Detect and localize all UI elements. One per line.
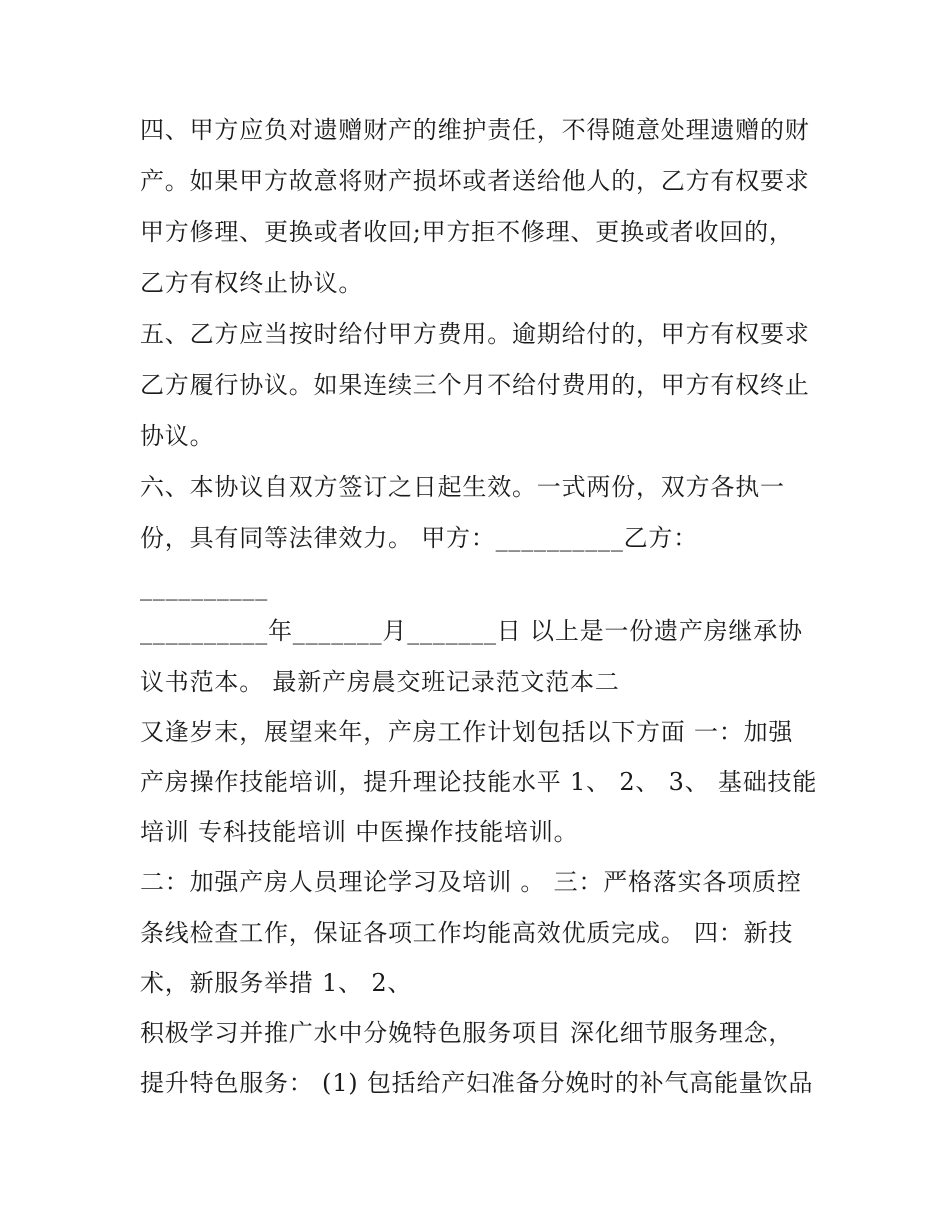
text-line: 议书范本。 最新产房晨交班记录范文范本二: [140, 668, 620, 696]
text-line: 产房操作技能培训，提升理论技能水平 1、 2、 3、 基础技能: [140, 768, 818, 796]
text-line: 六、本协议自双方签订之日起生效。一式两份，双方各执一: [140, 473, 785, 501]
text-line: 提升特色服务： (1) 包括给产妇准备分娩时的补气高能量饮品: [140, 1069, 814, 1097]
text-line: 培训 专科技能培训 中医操作技能培训。: [140, 818, 579, 846]
text-line: 产。如果甲方故意将财产损坏或者送给他人的，乙方有权要求: [140, 167, 810, 195]
text-line: 乙方履行协议。如果连续三个月不给付费用的，甲方有权终止: [140, 371, 810, 399]
text-line: 乙方有权终止协议。: [140, 269, 364, 297]
text-line: 甲方修理、更换或者收回;甲方拒不修理、更换或者收回的，: [140, 218, 794, 246]
text-line: 又逢岁末，展望来年，产房工作计划包括以下方面 一：加强: [140, 718, 794, 746]
text-line: 份，具有同等法律效力。 甲方：__________乙方：: [140, 524, 699, 552]
text-line: 术，新服务举措 1、 2、: [140, 969, 413, 997]
text-line: __________年_______月_______日 以上是一份遗产房继承协: [140, 617, 803, 645]
text-line: 二：加强产房人员理论学习及培训 。 三：严格落实各项质控: [140, 868, 802, 896]
text-line: 条线检查工作，保证各项工作均能高效优质完成。 四：新技: [140, 919, 794, 947]
text-line: 协议。: [140, 422, 215, 450]
text-line: 五、乙方应当按时给付甲方费用。逾期给付的，甲方有权要求: [140, 320, 810, 348]
text-line: 四、甲方应负对遗赠财产的维护责任，不得随意处理遗赠的财: [140, 116, 810, 144]
signature-blank: __________: [140, 573, 268, 601]
text-line: 积极学习并推广水中分娩特色服务项目 深化细节服务理念，: [140, 1019, 794, 1047]
